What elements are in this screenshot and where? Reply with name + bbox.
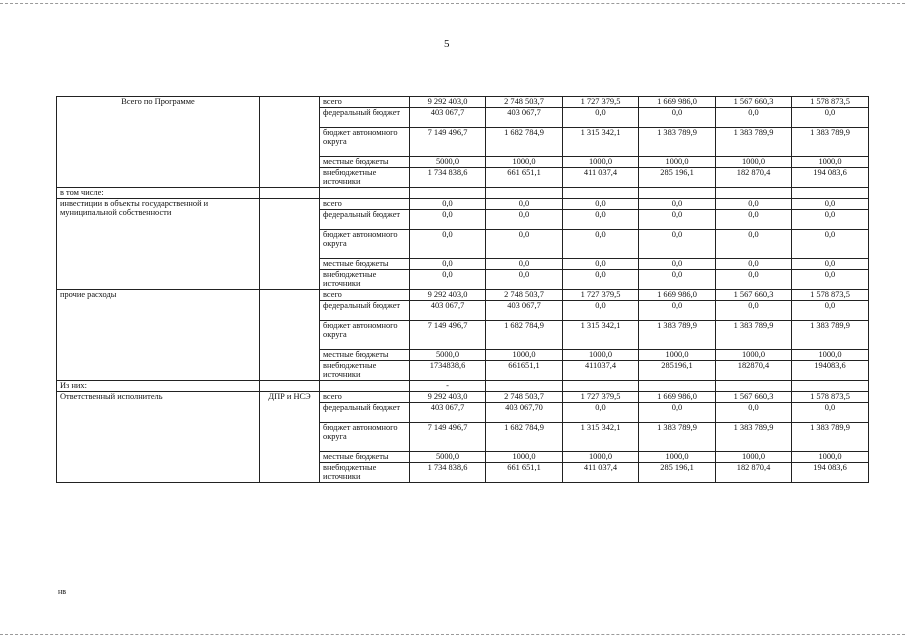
amount-cell: 0,0 (486, 210, 563, 230)
amount-cell: 661 651,1 (486, 168, 563, 188)
amount-cell: 1 315 342,1 (563, 128, 639, 157)
amount-cell: 403 067,70 (486, 403, 563, 423)
amount-cell: 2 748 503,7 (486, 290, 563, 301)
scan-edge-bottom (0, 634, 905, 635)
amount-cell: 1 383 789,9 (716, 128, 792, 157)
amount-cell: 1 383 789,9 (639, 128, 716, 157)
amount-cell: 1 727 379,5 (563, 392, 639, 403)
amount-cell: 285 196,1 (639, 168, 716, 188)
amount-cell: 403 067,7 (486, 108, 563, 128)
amount-cell: 1 734 838,6 (410, 168, 486, 188)
amount-cell: 0,0 (639, 301, 716, 321)
empty-cell (792, 188, 869, 199)
amount-cell: 661 651,1 (486, 463, 563, 483)
amount-cell: 5000,0 (410, 157, 486, 168)
amount-cell: 9 292 403,0 (410, 392, 486, 403)
amount-cell: 285 196,1 (639, 463, 716, 483)
amount-cell: 182 870,4 (716, 463, 792, 483)
amount-cell: 1000,0 (563, 452, 639, 463)
funding-source: местные бюджеты (320, 157, 410, 168)
amount-cell: 9 292 403,0 (410, 97, 486, 108)
funding-source: федеральный бюджет (320, 210, 410, 230)
amount-cell: 194083,6 (792, 361, 869, 381)
amount-cell: 403 067,7 (410, 108, 486, 128)
amount-cell: 1 727 379,5 (563, 290, 639, 301)
funding-source: внебюджетные источники (320, 270, 410, 290)
group-label-row (57, 381, 869, 392)
funding-source: бюджет автономного округа (320, 321, 410, 350)
amount-cell: 182870,4 (716, 361, 792, 381)
amount-cell: 1000,0 (716, 350, 792, 361)
empty-cell (320, 188, 410, 199)
responsible-executor (260, 290, 320, 381)
amount-cell: 0,0 (716, 230, 792, 259)
table-row (57, 199, 869, 210)
amount-cell: 1000,0 (639, 157, 716, 168)
amount-cell: 1 315 342,1 (563, 423, 639, 452)
funding-source: всего (320, 290, 410, 301)
amount-cell: 411 037,4 (563, 463, 639, 483)
funding-source: местные бюджеты (320, 452, 410, 463)
page-number: 5 (444, 38, 450, 50)
amount-cell: 5000,0 (410, 350, 486, 361)
amount-cell: 9 292 403,0 (410, 290, 486, 301)
amount-cell: 1 669 986,0 (639, 97, 716, 108)
amount-cell: 0,0 (639, 199, 716, 210)
section-title: Всего по Программе (57, 97, 260, 188)
amount-cell: 7 149 496,7 (410, 423, 486, 452)
amount-cell: 0,0 (486, 259, 563, 270)
amount-cell: 1000,0 (486, 157, 563, 168)
empty-cell (260, 381, 320, 392)
responsible-executor: ДПР и НСЭ (260, 392, 320, 483)
amount-cell: 403 067,7 (410, 301, 486, 321)
amount-cell: 1 578 873,5 (792, 392, 869, 403)
responsible-executor (260, 97, 320, 188)
funding-source: бюджет автономного округа (320, 423, 410, 452)
group-label-row (57, 188, 869, 199)
amount-cell: 1 383 789,9 (639, 423, 716, 452)
amount-cell: 403 067,7 (486, 301, 563, 321)
amount-cell: 1 567 660,3 (716, 97, 792, 108)
amount-cell: 0,0 (410, 210, 486, 230)
amount-cell: 1 383 789,9 (716, 321, 792, 350)
amount-cell: 1 383 789,9 (792, 423, 869, 452)
empty-cell (486, 381, 563, 392)
responsible-executor (260, 199, 320, 290)
amount-cell: 1 578 873,5 (792, 290, 869, 301)
empty-cell (260, 188, 320, 199)
amount-cell: 1 383 789,9 (792, 128, 869, 157)
amount-cell: 1 383 789,9 (639, 321, 716, 350)
amount-cell: 0,0 (792, 270, 869, 290)
amount-cell: 1 682 784,9 (486, 423, 563, 452)
funding-source: внебюджетные источники (320, 463, 410, 483)
amount-cell: 0,0 (716, 108, 792, 128)
amount-cell: 0,0 (792, 108, 869, 128)
empty-cell (639, 381, 716, 392)
amount-cell: 1 682 784,9 (486, 321, 563, 350)
amount-cell: 0,0 (563, 403, 639, 423)
amount-cell: 411037,4 (563, 361, 639, 381)
amount-cell: 0,0 (716, 403, 792, 423)
amount-cell: 1 315 342,1 (563, 321, 639, 350)
amount-cell: 1000,0 (792, 452, 869, 463)
empty-cell (792, 381, 869, 392)
funding-source: федеральный бюджет (320, 108, 410, 128)
amount-cell: 7 149 496,7 (410, 321, 486, 350)
funding-source: бюджет автономного округа (320, 230, 410, 259)
empty-cell (716, 188, 792, 199)
amount-cell: 1 682 784,9 (486, 128, 563, 157)
amount-cell: 0,0 (563, 259, 639, 270)
section-title: инвестиции в объекты государственной и муниципальной собственности (57, 199, 260, 290)
amount-cell: 0,0 (639, 403, 716, 423)
empty-cell (320, 381, 410, 392)
amount-cell: 1 567 660,3 (716, 392, 792, 403)
group-label: Из них: (57, 381, 260, 392)
amount-cell: 0,0 (792, 301, 869, 321)
amount-cell: 0,0 (563, 301, 639, 321)
amount-cell: 0,0 (410, 199, 486, 210)
amount-cell: 194 083,6 (792, 463, 869, 483)
amount-cell: 0,0 (410, 259, 486, 270)
amount-cell: 285196,1 (639, 361, 716, 381)
amount-cell: 2 748 503,7 (486, 392, 563, 403)
amount-cell: 0,0 (792, 210, 869, 230)
amount-cell: 1000,0 (563, 350, 639, 361)
amount-cell: 0,0 (486, 230, 563, 259)
amount-cell: 0,0 (716, 270, 792, 290)
amount-cell: 194 083,6 (792, 168, 869, 188)
amount-cell: 0,0 (410, 230, 486, 259)
group-label: в том числе: (57, 188, 260, 199)
amount-cell: 1000,0 (563, 157, 639, 168)
section-title: прочие расходы (57, 290, 260, 381)
amount-cell: 1000,0 (792, 157, 869, 168)
amount-cell: 0,0 (486, 199, 563, 210)
amount-cell: 1000,0 (716, 452, 792, 463)
funding-source: внебюджетные источники (320, 168, 410, 188)
amount-cell: 7 149 496,7 (410, 128, 486, 157)
amount-cell: 0,0 (792, 403, 869, 423)
funding-source: всего (320, 392, 410, 403)
amount-cell: 661651,1 (486, 361, 563, 381)
amount-cell: 0,0 (639, 108, 716, 128)
amount-cell: 1000,0 (639, 350, 716, 361)
amount-cell: 0,0 (792, 259, 869, 270)
amount-cell: 0,0 (639, 270, 716, 290)
table-row (57, 290, 869, 301)
amount-cell: 1 383 789,9 (792, 321, 869, 350)
amount-cell: 0,0 (563, 210, 639, 230)
section-title: Ответственный исполнитель (57, 392, 260, 483)
amount-cell: 1 734 838,6 (410, 463, 486, 483)
amount-cell: 0,0 (563, 199, 639, 210)
amount-cell: 1000,0 (639, 452, 716, 463)
amount-cell: 1 669 986,0 (639, 290, 716, 301)
amount-cell: 1000,0 (792, 350, 869, 361)
amount-cell: 0,0 (716, 301, 792, 321)
funding-source: местные бюджеты (320, 350, 410, 361)
amount-cell: 403 067,7 (410, 403, 486, 423)
amount-cell: 2 748 503,7 (486, 97, 563, 108)
empty-cell (486, 188, 563, 199)
amount-cell: 0,0 (716, 210, 792, 230)
amount-cell: 1000,0 (716, 157, 792, 168)
amount-cell: 1 669 986,0 (639, 392, 716, 403)
empty-cell (563, 188, 639, 199)
amount-cell: 0,0 (792, 230, 869, 259)
funding-source: внебюджетные источники (320, 361, 410, 381)
amount-cell: 0,0 (486, 270, 563, 290)
footer-mark: нв (58, 587, 67, 596)
amount-cell: 0,0 (792, 199, 869, 210)
funding-source: всего (320, 97, 410, 108)
amount-cell: 0,0 (716, 259, 792, 270)
amount-cell: 0,0 (639, 259, 716, 270)
amount-cell: 0,0 (639, 230, 716, 259)
program-funding-table (56, 96, 869, 483)
amount-cell: 1000,0 (486, 350, 563, 361)
scan-edge-top (0, 3, 905, 4)
funding-source: всего (320, 199, 410, 210)
amount-cell: 1 383 789,9 (716, 423, 792, 452)
empty-cell (716, 381, 792, 392)
amount-cell: 0,0 (563, 108, 639, 128)
funding-source: федеральный бюджет (320, 403, 410, 423)
amount-cell: 1 567 660,3 (716, 290, 792, 301)
amount-cell: 0,0 (563, 230, 639, 259)
funding-source: бюджет автономного округа (320, 128, 410, 157)
amount-cell: 1734838,6 (410, 361, 486, 381)
table-row (57, 392, 869, 403)
amount-cell: 411 037,4 (563, 168, 639, 188)
amount-cell: 0,0 (639, 210, 716, 230)
amount-cell: 0,0 (716, 199, 792, 210)
amount-cell: 0,0 (563, 270, 639, 290)
amount-cell: 1 578 873,5 (792, 97, 869, 108)
amount-cell: 5000,0 (410, 452, 486, 463)
amount-cell: 1000,0 (486, 452, 563, 463)
label-extra: - (410, 381, 486, 392)
funding-source: федеральный бюджет (320, 301, 410, 321)
table-row (57, 97, 869, 108)
label-extra (410, 188, 486, 199)
amount-cell: 1 727 379,5 (563, 97, 639, 108)
amount-cell: 0,0 (410, 270, 486, 290)
amount-cell: 182 870,4 (716, 168, 792, 188)
funding-source: местные бюджеты (320, 259, 410, 270)
empty-cell (639, 188, 716, 199)
empty-cell (563, 381, 639, 392)
